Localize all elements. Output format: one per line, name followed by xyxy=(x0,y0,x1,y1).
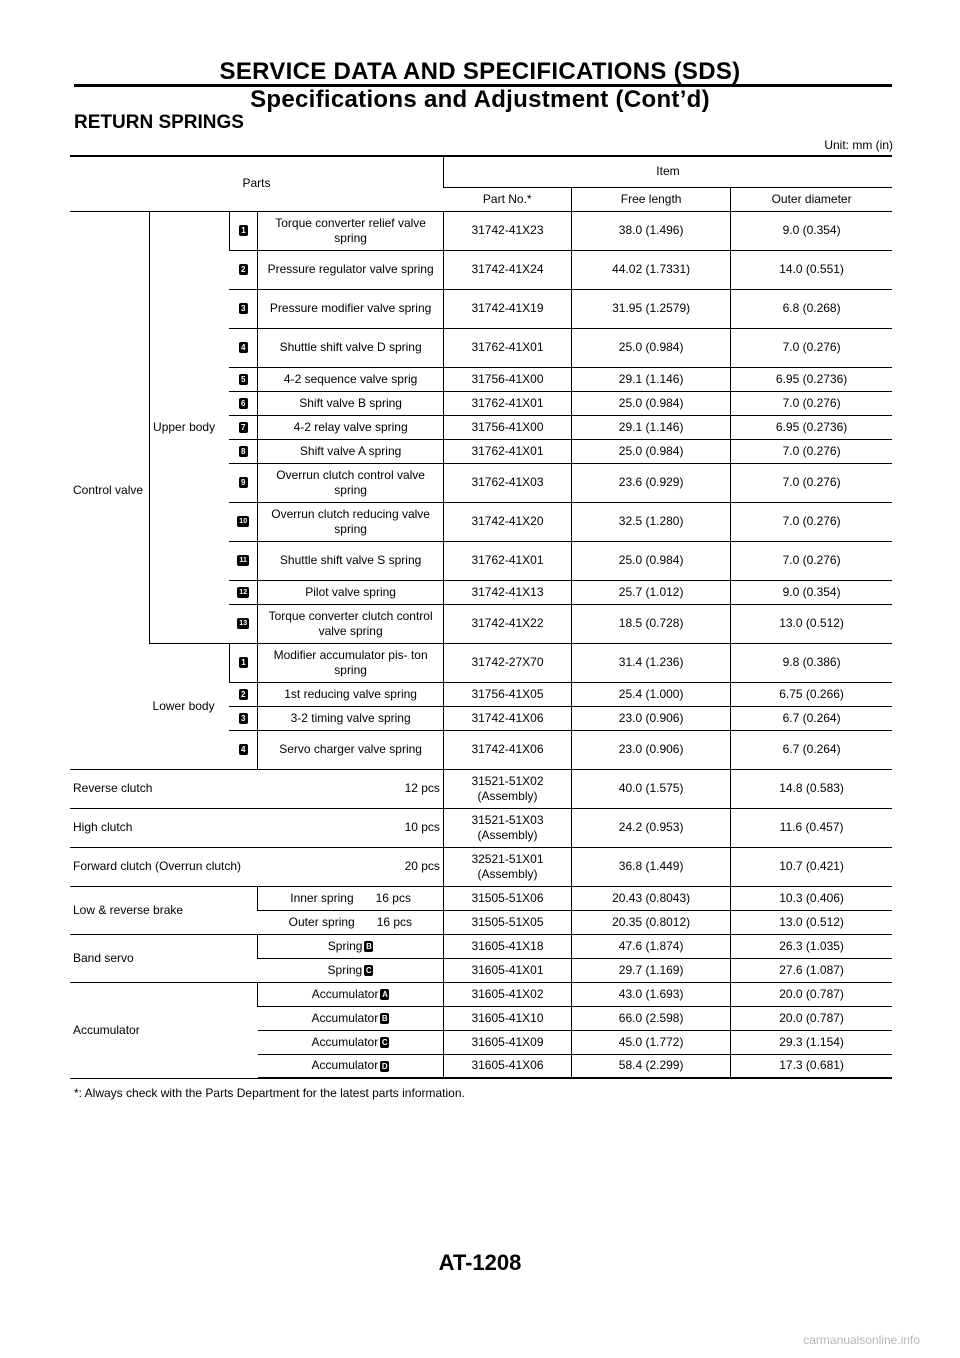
sub-part-cell xyxy=(258,1006,444,1030)
outer-diameter: 6.95 (0.2736) xyxy=(731,415,892,439)
table-row xyxy=(70,934,892,958)
spring-name: 3-2 timing valve spring xyxy=(258,706,444,730)
part-number: 31742-41X24 xyxy=(443,250,571,289)
quantity: 16 pcs xyxy=(376,914,413,929)
spring-number-badge: 2 xyxy=(239,264,248,275)
header-part-no: Part No.* xyxy=(443,187,571,211)
spring-name: Shift valve B spring xyxy=(258,391,444,415)
spring-number-badge: 11 xyxy=(237,555,249,566)
spring-number-badge-cell xyxy=(229,391,258,415)
header-free-length: Free length xyxy=(572,187,731,211)
free-length: 25.0 (0.984) xyxy=(572,391,731,415)
free-length: 32.5 (1.280) xyxy=(572,502,731,541)
spring-number-badge: 1 xyxy=(239,225,248,236)
spring-number-badge: 3 xyxy=(239,713,248,724)
outer-diameter: 6.7 (0.264) xyxy=(731,706,892,730)
part-number: 31742-41X19 xyxy=(443,289,571,328)
outer-diameter: 27.6 (1.087) xyxy=(731,958,892,982)
free-length: 29.1 (1.146) xyxy=(572,367,731,391)
spring-name: Servo charger valve spring xyxy=(258,730,444,769)
spring-number-badge-cell xyxy=(229,328,258,367)
spring-number-badge-cell xyxy=(229,250,258,289)
mark-badge: D xyxy=(381,1061,388,1071)
part-number: 31762-41X01 xyxy=(443,391,571,415)
sub-part-name: Spring xyxy=(327,938,363,953)
spring-number-badge-cell xyxy=(229,604,258,643)
spring-name: Torque converter clutch control valve spring xyxy=(258,604,444,643)
free-length: 40.0 (1.575) xyxy=(572,769,731,808)
outer-diameter: 7.0 (0.276) xyxy=(731,502,892,541)
part-number: 31521-51X02 (Assembly) xyxy=(443,769,571,808)
outer-diameter: 7.0 (0.276) xyxy=(731,439,892,463)
outer-diameter: 20.0 (0.787) xyxy=(731,1006,892,1030)
spring-number-badge-cell xyxy=(229,706,258,730)
part-number: 31762-41X03 xyxy=(443,463,571,502)
free-length: 25.0 (0.984) xyxy=(572,439,731,463)
part-number: 31742-41X06 xyxy=(443,706,571,730)
part-number: 32521-51X01 (Assembly) xyxy=(443,847,571,886)
header-title: SERVICE DATA AND SPECIFICATIONS (SDS) xyxy=(219,58,741,85)
upper-body-label: Upper body xyxy=(150,211,230,643)
spring-name: Torque converter relief valve spring xyxy=(258,211,444,250)
spring-number-badge-cell xyxy=(229,211,258,250)
outer-diameter: 10.3 (0.406) xyxy=(731,886,892,910)
part-number: 31605-41X01 xyxy=(443,958,571,982)
quantity: 20 pcs xyxy=(258,847,444,886)
table-row xyxy=(70,847,892,886)
outer-diameter: 14.8 (0.583) xyxy=(731,769,892,808)
outer-diameter: 7.0 (0.276) xyxy=(731,541,892,580)
quantity: 16 pcs xyxy=(375,890,411,905)
free-length: 58.4 (2.299) xyxy=(572,1054,731,1078)
spring-name: Shift valve A spring xyxy=(258,439,444,463)
accumulator-label: Accumulator xyxy=(70,982,258,1078)
spring-number-badge: 3 xyxy=(239,303,248,314)
spring-number-badge: 2 xyxy=(239,689,248,700)
spring-number-badge-cell xyxy=(229,580,258,604)
sub-part-cell xyxy=(258,1030,444,1054)
header-item: Item xyxy=(443,156,892,187)
table-row xyxy=(70,808,892,847)
mark-badge: C xyxy=(381,1037,388,1047)
spring-name: Pressure modifier valve spring xyxy=(258,289,444,328)
spring-number-badge-cell xyxy=(229,541,258,580)
sub-part-cell xyxy=(258,958,444,982)
outer-diameter: 13.0 (0.512) xyxy=(731,604,892,643)
table-row xyxy=(70,886,892,910)
table-row xyxy=(70,643,892,682)
spring-number-badge-cell xyxy=(229,289,258,328)
outer-diameter: 17.3 (0.681) xyxy=(731,1054,892,1078)
free-length: 25.0 (0.984) xyxy=(572,541,731,580)
free-length: 31.95 (1.2579) xyxy=(572,289,731,328)
sub-part-name: Accumulator xyxy=(311,1010,379,1025)
mark-badge: B xyxy=(366,941,372,951)
spring-number-badge: 1 xyxy=(239,657,248,668)
clutch-name: Reverse clutch xyxy=(70,769,258,808)
free-length: 43.0 (1.693) xyxy=(572,982,731,1006)
outer-diameter: 29.3 (1.154) xyxy=(731,1030,892,1054)
table-row xyxy=(70,211,892,250)
free-length: 25.4 (1.000) xyxy=(572,682,731,706)
spring-name: Overrun clutch reducing valve spring xyxy=(258,502,444,541)
free-length: 29.1 (1.146) xyxy=(572,415,731,439)
spring-name: Pressure regulator valve spring xyxy=(258,250,444,289)
spring-number-badge: 4 xyxy=(239,342,248,353)
sub-part-cell xyxy=(258,910,444,934)
free-length: 31.4 (1.236) xyxy=(572,643,731,682)
sub-part-cell xyxy=(258,982,444,1006)
header-parts: Parts xyxy=(70,156,443,211)
table-row xyxy=(70,769,892,808)
part-number: 31742-41X06 xyxy=(443,730,571,769)
spring-number-badge: 8 xyxy=(239,446,248,457)
outer-diameter: 6.7 (0.264) xyxy=(731,730,892,769)
outer-diameter: 7.0 (0.276) xyxy=(731,328,892,367)
outer-diameter: 6.75 (0.266) xyxy=(731,682,892,706)
outer-diameter: 20.0 (0.787) xyxy=(731,982,892,1006)
sub-part-cell xyxy=(258,934,444,958)
outer-diameter: 7.0 (0.276) xyxy=(731,391,892,415)
spring-number-badge: 7 xyxy=(239,422,248,433)
spring-name: 4-2 relay valve spring xyxy=(258,415,444,439)
band-servo-label: Band servo xyxy=(70,934,258,982)
footnote: *: Always check with the Parts Department for the latest parts information. xyxy=(74,1086,465,1100)
mark-badge: B xyxy=(381,1013,388,1023)
free-length: 36.8 (1.449) xyxy=(572,847,731,886)
part-number: 31762-41X01 xyxy=(443,328,571,367)
outer-diameter: 26.3 (1.035) xyxy=(731,934,892,958)
free-length: 23.0 (0.906) xyxy=(572,730,731,769)
free-length: 66.0 (2.598) xyxy=(572,1006,731,1030)
sub-part-name: Accumulator xyxy=(311,986,379,1001)
free-length: 38.0 (1.496) xyxy=(572,211,731,250)
spring-name: Overrun clutch control valve spring xyxy=(258,463,444,502)
spring-number-badge-cell xyxy=(229,463,258,502)
spring-number-badge: 12 xyxy=(237,587,249,598)
part-number: 31605-41X10 xyxy=(443,1006,571,1030)
free-length: 29.7 (1.169) xyxy=(572,958,731,982)
watermark: carmanualsonline.info xyxy=(803,1333,920,1347)
control-valve-label: Control valve xyxy=(70,211,150,769)
free-length: 44.02 (1.7331) xyxy=(572,250,731,289)
part-number: 31505-51X06 xyxy=(443,886,571,910)
free-length: 18.5 (0.728) xyxy=(572,604,731,643)
part-number: 31742-27X70 xyxy=(443,643,571,682)
free-length: 25.7 (1.012) xyxy=(572,580,731,604)
spring-number-badge-cell xyxy=(229,730,258,769)
outer-diameter: 11.6 (0.457) xyxy=(731,808,892,847)
part-number: 31521-51X03 (Assembly) xyxy=(443,808,571,847)
spring-number-badge-cell xyxy=(229,682,258,706)
free-length: 20.43 (0.8043) xyxy=(572,886,731,910)
quantity: 12 pcs xyxy=(258,769,444,808)
outer-diameter: 6.95 (0.2736) xyxy=(731,367,892,391)
header-outer-diameter: Outer diameter xyxy=(731,187,892,211)
outer-diameter: 6.8 (0.268) xyxy=(731,289,892,328)
part-number: 31605-41X18 xyxy=(443,934,571,958)
outer-diameter: 7.0 (0.276) xyxy=(731,463,892,502)
part-number: 31605-41X02 xyxy=(443,982,571,1006)
sub-part-name: Accumulator xyxy=(311,1034,379,1049)
return-springs-table xyxy=(70,155,892,1079)
spring-number-badge: 13 xyxy=(237,618,249,629)
outer-diameter: 14.0 (0.551) xyxy=(731,250,892,289)
spring-name: Shuttle shift valve S spring xyxy=(258,541,444,580)
outer-diameter: 9.8 (0.386) xyxy=(731,643,892,682)
spring-number-badge: 5 xyxy=(239,374,248,385)
part-number: 31756-41X00 xyxy=(443,367,571,391)
outer-diameter: 9.0 (0.354) xyxy=(731,580,892,604)
mark-badge: C xyxy=(365,965,372,975)
quantity: 10 pcs xyxy=(258,808,444,847)
part-number: 31742-41X22 xyxy=(443,604,571,643)
sub-part-name: Spring xyxy=(327,962,363,977)
sub-part-name: Accumulator xyxy=(311,1058,379,1073)
part-number: 31762-41X01 xyxy=(443,439,571,463)
spring-number-badge: 4 xyxy=(239,744,248,755)
free-length: 24.2 (0.953) xyxy=(572,808,731,847)
part-number: 31762-41X01 xyxy=(443,541,571,580)
spring-name: 4-2 sequence valve sprig xyxy=(258,367,444,391)
spring-number-badge-cell xyxy=(229,439,258,463)
part-number: 31742-41X20 xyxy=(443,502,571,541)
spring-number-badge-cell xyxy=(229,502,258,541)
header-subtitle: Specifications and Adjustment (Cont’d) xyxy=(250,86,710,113)
part-number: 31605-41X09 xyxy=(443,1030,571,1054)
clutch-name: Forward clutch (Overrun clutch) xyxy=(70,847,258,886)
spring-name: Modifier accumulator pis- ton spring xyxy=(258,643,444,682)
section-title: RETURN SPRINGS xyxy=(74,112,244,133)
clutch-name: High clutch xyxy=(70,808,258,847)
part-number: 31742-41X23 xyxy=(443,211,571,250)
part-number: 31756-41X00 xyxy=(443,415,571,439)
spring-number-badge-cell xyxy=(229,415,258,439)
spring-number-badge-cell xyxy=(229,643,258,682)
outer-diameter: 13.0 (0.512) xyxy=(731,910,892,934)
spring-name: 1st reducing valve spring xyxy=(258,682,444,706)
free-length: 25.0 (0.984) xyxy=(572,328,731,367)
sub-part-name: Outer spring xyxy=(288,914,355,929)
sub-part-cell xyxy=(258,1054,444,1078)
lower-body-label: Lower body xyxy=(150,643,230,769)
part-number: 31756-41X05 xyxy=(443,682,571,706)
free-length: 23.6 (0.929) xyxy=(572,463,731,502)
outer-diameter: 10.7 (0.421) xyxy=(731,847,892,886)
part-number: 31742-41X13 xyxy=(443,580,571,604)
header-row xyxy=(70,156,892,187)
spring-number-badge-cell xyxy=(229,367,258,391)
part-number: 31605-41X06 xyxy=(443,1054,571,1078)
spring-name: Pilot valve spring xyxy=(258,580,444,604)
free-length: 23.0 (0.906) xyxy=(572,706,731,730)
free-length: 45.0 (1.772) xyxy=(572,1030,731,1054)
spring-number-badge: 10 xyxy=(237,516,249,527)
mark-badge: A xyxy=(382,989,388,999)
outer-diameter: 9.0 (0.354) xyxy=(731,211,892,250)
sub-part-cell xyxy=(258,886,444,910)
unit-label: Unit: mm (in) xyxy=(824,138,893,152)
free-length: 47.6 (1.874) xyxy=(572,934,731,958)
spring-name: Shuttle shift valve D spring xyxy=(258,328,444,367)
table-row xyxy=(70,982,892,1006)
free-length: 20.35 (0.8012) xyxy=(572,910,731,934)
part-number: 31505-51X05 xyxy=(443,910,571,934)
spring-number-badge: 9 xyxy=(239,477,248,488)
spring-number-badge: 6 xyxy=(239,398,248,409)
sub-part-name: Inner spring xyxy=(290,890,354,905)
low-reverse-brake-label: Low & reverse brake xyxy=(70,886,258,934)
page-number: AT-1208 xyxy=(438,1250,522,1275)
